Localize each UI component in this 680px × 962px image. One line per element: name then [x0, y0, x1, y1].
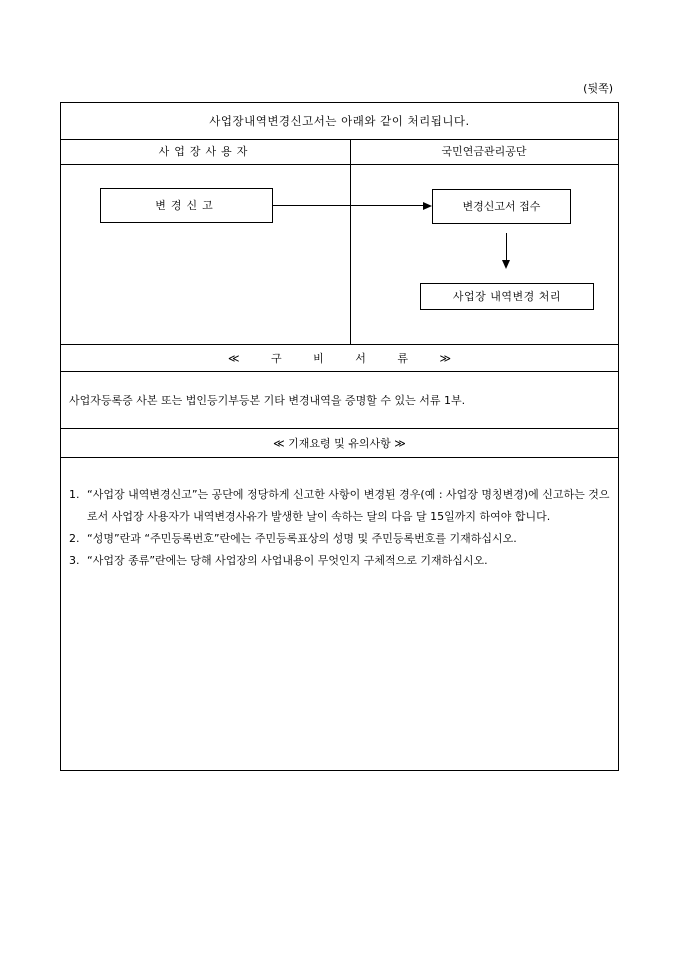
note-number: 2.: [69, 532, 80, 545]
heading-bracket-open: ≪: [227, 352, 240, 365]
note-number: 3.: [69, 554, 80, 567]
flow-arrow-right: [273, 205, 424, 206]
process-flowchart: [61, 165, 618, 345]
notes-heading: ≪ 기재요령 및 유의사항 ≫: [61, 429, 618, 458]
note-item: [69, 528, 610, 550]
note-text: “사업장 내역변경신고”는 공단에 정당하게 신고한 사항이 변경된 경우(예 : 사업장 명칭변경)에 신고하는 것으로서 사업장 사용자가 내역변경사유가 발생한 날이 속하는 달의 다음 달 15일까지 하여야 합니다.: [87, 488, 610, 523]
required-documents-content: 사업자등록증 사본 또는 법인등기부등본 기타 변경내역을 증명할 수 있는 서류 1부.: [61, 372, 618, 429]
process-title: 사업장내역변경신고서는 아래와 같이 처리됩니다.: [61, 103, 618, 140]
arrow-right-icon: [423, 202, 432, 210]
arrow-down-icon: [502, 260, 510, 269]
column-header-employer: 사업장사용자: [61, 140, 351, 164]
flow-box-change-report: 변경신고: [100, 188, 273, 223]
note-text: “사업장 종류”란에는 당해 사업장의 사업내용이 무엇인지 구체적으로 기재하십시오.: [87, 554, 488, 567]
heading-word: 서: [355, 352, 366, 365]
heading-word: 구: [270, 352, 282, 365]
note-number: 1.: [69, 488, 80, 501]
column-header-pension-service: 국민연금관리공단: [441, 145, 527, 158]
form-frame: [60, 102, 619, 771]
column-header-row: [61, 140, 618, 165]
required-documents-heading: [61, 345, 618, 372]
heading-word: 비: [313, 352, 324, 365]
flow-box-processing: 사업장 내역변경 처리: [420, 283, 594, 310]
notes-list: [61, 458, 618, 771]
heading-word: 류: [397, 352, 409, 365]
note-item: [69, 550, 610, 572]
back-page-label: (뒷쪽): [583, 82, 613, 95]
flow-column-divider: [350, 165, 351, 344]
heading-bracket-close: ≫: [439, 352, 452, 365]
note-text: “성명”란과 “주민등록번호”란에는 주민등록표상의 성명 및 주민등록번호를 기재하십시오.: [87, 532, 517, 545]
flow-arrow-down: [506, 233, 507, 261]
flow-box-receipt: 변경신고서 접수: [432, 189, 571, 224]
note-item: [69, 484, 610, 528]
